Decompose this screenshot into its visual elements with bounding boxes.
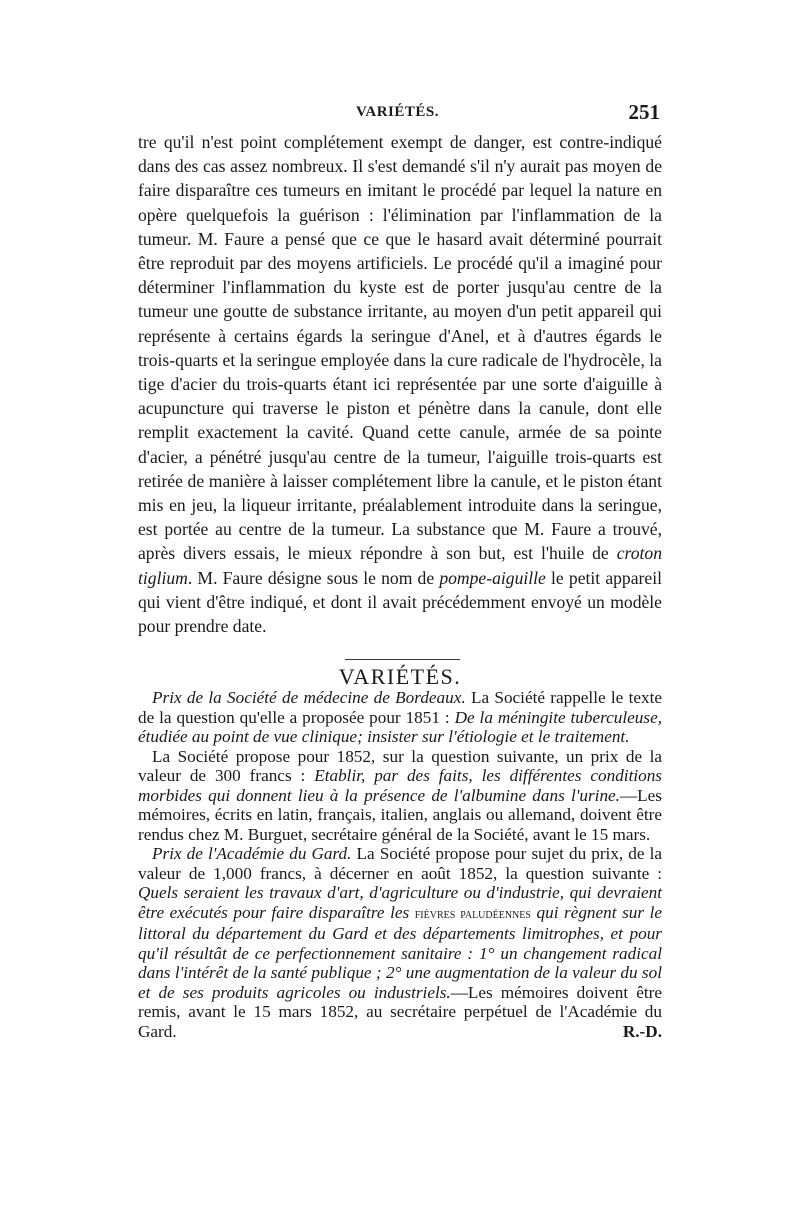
bordeaux-question-1852: Etablir, par des faits, les différentes conditions morbides qui donnent lieu à la présence de l'albumine dans l'urine. xyxy=(138,766,662,805)
bordeaux-prize-heading: Prix de la Société de médecine de Bordeaux. xyxy=(152,688,466,707)
section-divider xyxy=(345,659,460,660)
article-text: . M. Faure désigne sous le nom de xyxy=(187,567,440,588)
fievres-paludeennes: fièvres paludéennes xyxy=(414,905,531,922)
croton-term: croton tiglium xyxy=(138,543,662,588)
paragraph-text: La Société rappelle le texte de la question qu'elle a proposée pour 1851 : xyxy=(138,688,662,727)
section-title: VARIÉTÉS. xyxy=(338,664,462,689)
running-title: VARIÉTÉS. xyxy=(355,104,439,120)
article-text: le petit appareil qui vient d'être indiqué, et dont il avait précédemment envoyé un modèle pour prendre date. xyxy=(138,567,662,637)
bordeaux-1852-paragraph xyxy=(138,747,662,845)
varietes-section xyxy=(138,688,662,1041)
gard-question: Quels seraient les travaux d'art, d'agriculture ou d'industrie, qui devraient être exécutés pour faire disparaître les xyxy=(138,883,662,922)
paragraph-text: La Société propose pour 1852, sur la question suivante, un prix de la valeur de 300 francs : xyxy=(138,746,662,785)
page-number: 251 xyxy=(628,100,660,124)
bordeaux-question-1851: De la méningite tuberculeuse, étudiée au point de vue clinique; insister sur l'étiologie et le traitement. xyxy=(138,707,662,746)
paragraph-text: —Les mémoires, écrits en latin, français, italien, anglais ou allemand, doivent être rendus chez M. Burguet, secrétaire général de la Société, avant le 15 mars. xyxy=(138,785,662,844)
gard-prize-heading: Prix de l'Académie du Gard. xyxy=(152,844,352,863)
pompe-aiguille-term: pompe-aiguille xyxy=(439,567,546,588)
gard-paragraph xyxy=(138,844,662,1041)
bordeaux-paragraph xyxy=(138,688,662,747)
author-signature: R.-D. xyxy=(622,1021,662,1041)
paragraph-text: La Société propose pour sujet du prix, de la valeur de 1,000 francs, à décerner en août 1852, la question suivante : xyxy=(138,844,662,883)
gard-question: qui règnent sur le littoral du département du Gard et des départements limitrophes, et pour qu'il résultât de ce perfectionnement sanitaire : 1° un changement radical dans l'intérêt de la santé publique ; 2° une augmentation de la valeur du sol et de ses produits agricoles ou industriels. xyxy=(138,902,662,1002)
article-continuation xyxy=(138,130,662,638)
article-paragraph xyxy=(138,130,662,638)
running-header xyxy=(135,100,660,130)
paragraph-text: —Les mémoires doivent être remis, avant le 15 mars 1852, au secrétaire perpétuel de l'Académie du Gard. xyxy=(138,982,663,1041)
article-text: tre qu'il n'est point complétement exempt de danger, est contre-indiqué dans des cas assez nombreux. Il s'est demandé s'il n'y aurait pas moyen de faire disparaître ces tumeurs en imitant le procédé par lequel la nature en opère quelquefois la guérison : l'élimination par l'inflammation de la tumeur. M. Faure a pensé que ce que le hasard avait déterminé pourrait être reproduit par des moyens artificiels. Le procédé qu'il a imaginé pour déterminer l'inflammation du kyste est de porter jusqu'au centre de la tumeur une goutte de substance irritante, au moyen d'un petit appareil qui représente à certains égards la seringue d'Anel, et à d'autres égards le trois-quarts et la seringue employée dans la cure radicale de l'hydrocèle, la tige d'acier du trois-quarts étant ici représentée par une sorte d'aiguille à acupuncture qui traverse le piston et pénètre dans la canule, dont elle remplit exactement la cavité. Quand cette canule, armée de sa pointe d'acier, a pénétré jusqu'au centre de la tumeur, l'aiguille trois-quarts est retirée de manière à laisser complétement libre la canule, et le piston étant mis en jeu, la liqueur irritante, préalablement introduite dans la seringue, est portée au centre de la tumeur. La substance que M. Faure a trouvé, après divers essais, le mieux répondre à son but, est l'huile de xyxy=(138,132,662,564)
